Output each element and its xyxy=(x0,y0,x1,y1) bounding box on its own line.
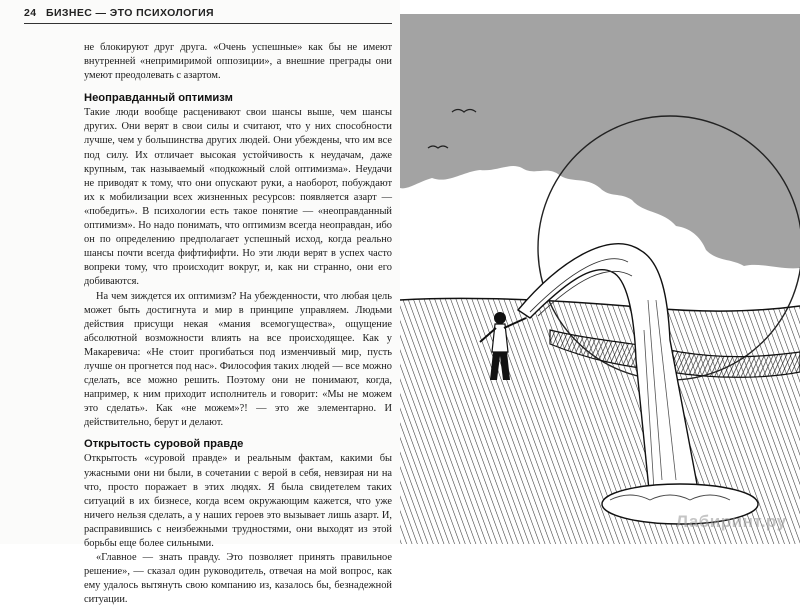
illustration-panel xyxy=(400,0,800,544)
left-page xyxy=(0,0,400,606)
section-heading-truth: Открытость суровой правде xyxy=(84,438,244,451)
running-title: БИЗНЕС — ЭТО ПСИХОЛОГИЯ xyxy=(46,7,214,19)
optimism-paragraph-1: Такие люди вообще расценивают свои шансы выше, чем шансы других. Они верят в свои силы и считают, что у них способности лучше, чем у большинства других людей. Они убеждены, что им все под силу. Их отличает высокая устойчивость к неудачам, даже крупным, так называемый «подкожный слой оптимизма». Неудачи не приводят к тому, что они опускают руки, а наоборот, побуждают их к мобилизации всех жизненных ресурсов: появляется азарт — «победить». В психологии есть такое понятие — «неоправданный оптимизм». Но надо понимать, что оптимизм всегда неоправдан, ибо он по определению предполагает успешный исход, когда реально шансы почти всегда фифтифифти. Но эти люди верят в успех часто вопреки тому, что происходит вокруг, и, как ни странно, они его добиваются. xyxy=(84,107,392,288)
truth-paragraph-1: Открытость «суровой правде» и реальным фактам, какими бы ужасными они ни были, в сочетании с верой в себя, невзирая ни на что, просто поражает в этих людях. Я была свидетелем таких ситуаций в их бизнесе, когда всем окружающим кажется, что уже ничего нельзя сделать, а у наших героев это вызывает лишь азарт. И, расправившись с неизбежными трудностями, они выходят из этой борьбы еще более сильными. xyxy=(84,453,392,549)
truth-paragraph-2: «Главное — знать правду. Это позволяет принять правильное решение», — сказал один руководитель, отвечая на мой вопрос, как ему удалось вытянуть свою компанию из, казалось бы, безнадежной ситуации. xyxy=(84,552,392,606)
section-heading-optimism: Неоправданный оптимизм xyxy=(84,92,233,105)
header-rule xyxy=(24,23,392,24)
illustration-drawing xyxy=(400,0,800,544)
text-column xyxy=(84,41,392,607)
running-header xyxy=(24,7,392,23)
cloud-sky xyxy=(400,14,800,268)
intro-paragraph: не блокируют друг друга. «Очень успешные» как бы не имеют внутренней «непримиримой оппозиции», а внешние преграды они умеют преодолевать с азартом. xyxy=(84,42,392,82)
page-number: 24 xyxy=(24,7,37,19)
watermark: Лабиринт.ру xyxy=(676,512,787,531)
optimism-paragraph-2: На чем зиждется их оптимизм? На убежденности, что любая цель может быть достигнута и мир в принципе управляем. Людьми действия присущи некая «мания всемогущества», ощущение абсолютной возможности влиять на все происходящее. Как у Макаревича: «Не стоит прогибаться под изменчивый мир, пусть лучше он прогнется под нас». Философия таких людей — все можно сделать, все можно решить. Поэтому они не понимают, когда, например, к ним приходит исполнитель и говорит: «Мы не можем это сделать». Как «не можем»?! — это же элементарно. И действительно, берут и делают. xyxy=(84,290,392,429)
